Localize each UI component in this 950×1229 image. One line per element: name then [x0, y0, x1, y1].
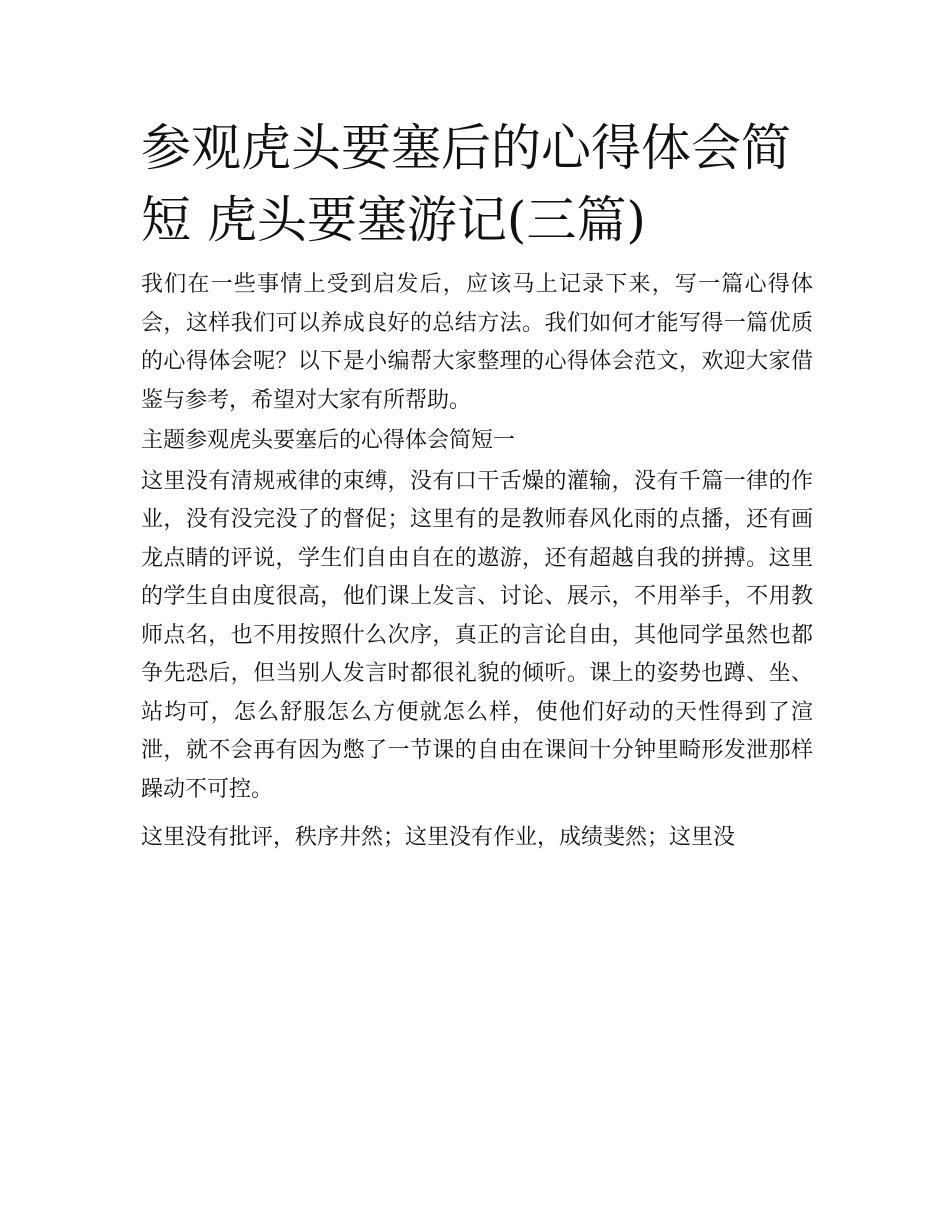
body-paragraph-2: 这里没有批评，秩序井然；这里没有作业，成绩斐然；这里没: [141, 825, 736, 850]
section-heading: 主题参观虎头要塞后的心得体会简短一: [141, 428, 516, 453]
document-title: 参观虎头要塞后的心得体会简短 虎头要塞游记(三篇): [141, 119, 791, 249]
body-paragraph-1: 这里没有清规戒律的束缚，没有口干舌燥的灌输，没有千篇一律的作业，没有没完没了的督促；这里有的是教师春风化雨的点播，还有画龙点睛的评说，学生们自由自在的遨游，还有超越自我的拼搏。这里的学生自由度很高，他们课上发言、讨论、展示，不用举手，不用教师点名，也不用按照什么次序，真正的言论自由，其他同学虽然也都争先恐后，但当别人发言时都很礼貌的倾听。课上的姿势也蹲、坐、站均可，怎么舒服怎么方便就怎么样，使他们好动的天性得到了渲泄，就不会再有因为憋了一节课的自由在课间十分钟里畸形发泄那样躁动不可控。: [141, 468, 813, 802]
intro-paragraph: 我们在一些事情上受到启发后，应该马上记录下来，写一篇心得体会，这样我们可以养成良好的总结方法。我们如何才能写得一篇优质的心得体会呢？以下是小编帮大家整理的心得体会范文，欢迎大家借鉴与参考，希望对大家有所帮助。: [141, 272, 813, 413]
document-page: [141, 112, 813, 860]
